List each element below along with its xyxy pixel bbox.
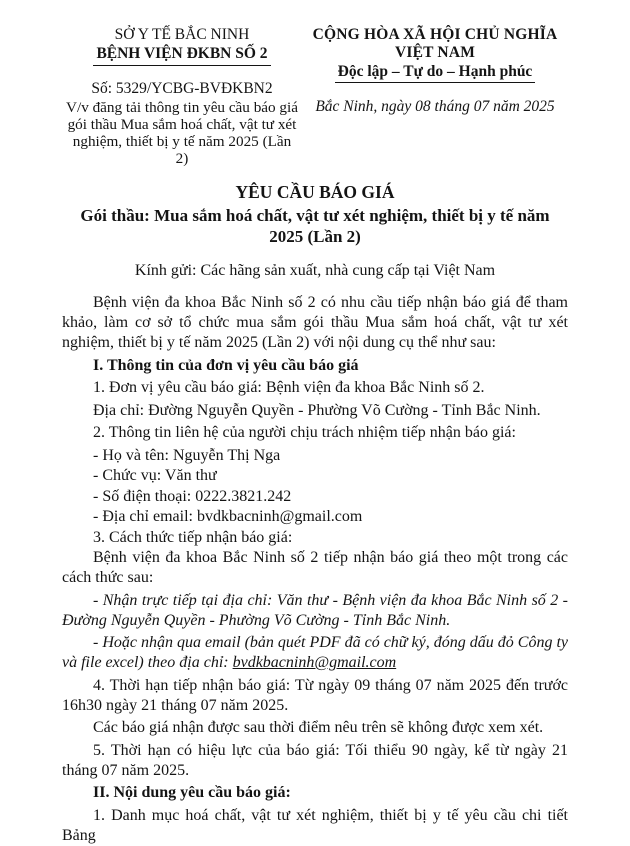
contact-name: - Họ và tên: Nguyễn Thị Nga (93, 446, 281, 464)
place-date-line: Bắc Ninh, ngày 08 tháng 07 năm 2025 (315, 98, 555, 116)
section-2-item-1: 1. Danh mục hoá chất, vật tư xét nghiệm, thiết bị y tế yêu cầu chi tiết Bảng (62, 806, 568, 844)
late-quote-note: Các báo giá nhận được sau thời điểm nêu trên sẽ không được xem xét. (93, 719, 544, 737)
method-email (62, 633, 568, 673)
national-header-block (302, 26, 568, 167)
method-email-text: - Hoặc nhận qua email (bản quét PDF đã có chữ ký, đóng dấu đỏ Công ty và file excel) theo địa chỉ: (62, 634, 568, 672)
intro-paragraph: Bệnh viện đa khoa Bắc Ninh số 2 có nhu cầu tiếp nhận báo giá để tham khảo, làm cơ sở tổ chức mua sắm gói thầu Mua sắm hoá chất, vật tư xét nghiệm, thiết bị y tế năm 2025 (Lần 2) với nội dung cụ thể như sau: (62, 294, 568, 352)
issuer-parent-org: SỞ Y TẾ BẮC NINH (114, 26, 250, 43)
item-4-deadline: 4. Thời hạn tiếp nhận báo giá: Từ ngày 09 tháng 07 năm 2025 đến trước 16h30 ngày 21 tháng 07 năm 2025. (62, 676, 568, 714)
section-1-heading: I. Thông tin của đơn vị yêu cầu báo giá (93, 356, 359, 374)
national-slogan-text: Độc lập – Tự do – Hạnh phúc (335, 63, 536, 84)
document-subject: V/v đăng tải thông tin yêu cầu báo giá gói thầu Mua sắm hoá chất, vật tư xét nghiệm, thiết bị y tế năm 2025 (Lần 2) (66, 98, 298, 168)
salutation-line: Kính gửi: Các hãng sản xuất, nhà cung cấp tại Việt Nam (134, 262, 496, 280)
section-2-heading: II. Nội dung yêu cầu báo giá: (93, 784, 291, 802)
item-2-contact-info: 2. Thông tin liên hệ của người chịu trách nhiệm tiếp nhận báo giá: (93, 424, 516, 442)
document-number: Số: 5329/YCBG-BVĐKBN2 (91, 79, 273, 97)
unit-address: Địa chỉ: Đường Nguyễn Quyền - Phường Võ Cường - Tỉnh Bắc Ninh. (93, 401, 541, 419)
document-subtitle: Gói thầu: Mua sắm hoá chất, vật tư xét nghiệm, thiết bị y tế năm 2025 (Lần 2) (80, 206, 550, 246)
email-address: bvdkbacninh@gmail.com (232, 654, 397, 672)
issuer-block (62, 26, 302, 167)
issuer-org-name-text: BỆNH VIỆN ĐKBN SỐ 2 (93, 45, 270, 66)
document-header (62, 26, 568, 167)
national-slogan (302, 63, 568, 84)
method-intro: Bệnh viện đa khoa Bắc Ninh số 2 tiếp nhận báo giá theo một trong các cách thức sau: (62, 549, 568, 587)
contact-title: - Chức vụ: Văn thư (93, 467, 217, 485)
document-title: YÊU CẦU BÁO GIÁ (235, 182, 395, 203)
item-3-reception-method: 3. Cách thức tiếp nhận báo giá: (93, 528, 293, 546)
item-1-requesting-unit: 1. Đơn vị yêu cầu báo giá: Bệnh viện đa khoa Bắc Ninh số 2. (93, 379, 485, 397)
item-5-validity: 5. Thời hạn có hiệu lực của báo giá: Tối thiểu 90 ngày, kể từ ngày 21 tháng 07 năm 2025. (62, 741, 568, 779)
contact-phone: - Số điện thoại: 0222.3821.242 (93, 487, 292, 505)
document-body (62, 293, 568, 846)
method-direct: - Nhận trực tiếp tại địa chỉ: Văn thư - Bệnh viện đa khoa Bắc Ninh số 2 - Đường Nguyễn Quyền - Phường Võ Cường - Tỉnh Bắc Ninh. (62, 591, 568, 629)
national-motto: CỘNG HÒA XÃ HỘI CHỦ NGHĨA VIỆT NAM (312, 26, 558, 61)
contact-email: - Địa chỉ email: bvdkbacninh@gmail.com (93, 508, 363, 526)
issuer-org-name (62, 45, 302, 66)
